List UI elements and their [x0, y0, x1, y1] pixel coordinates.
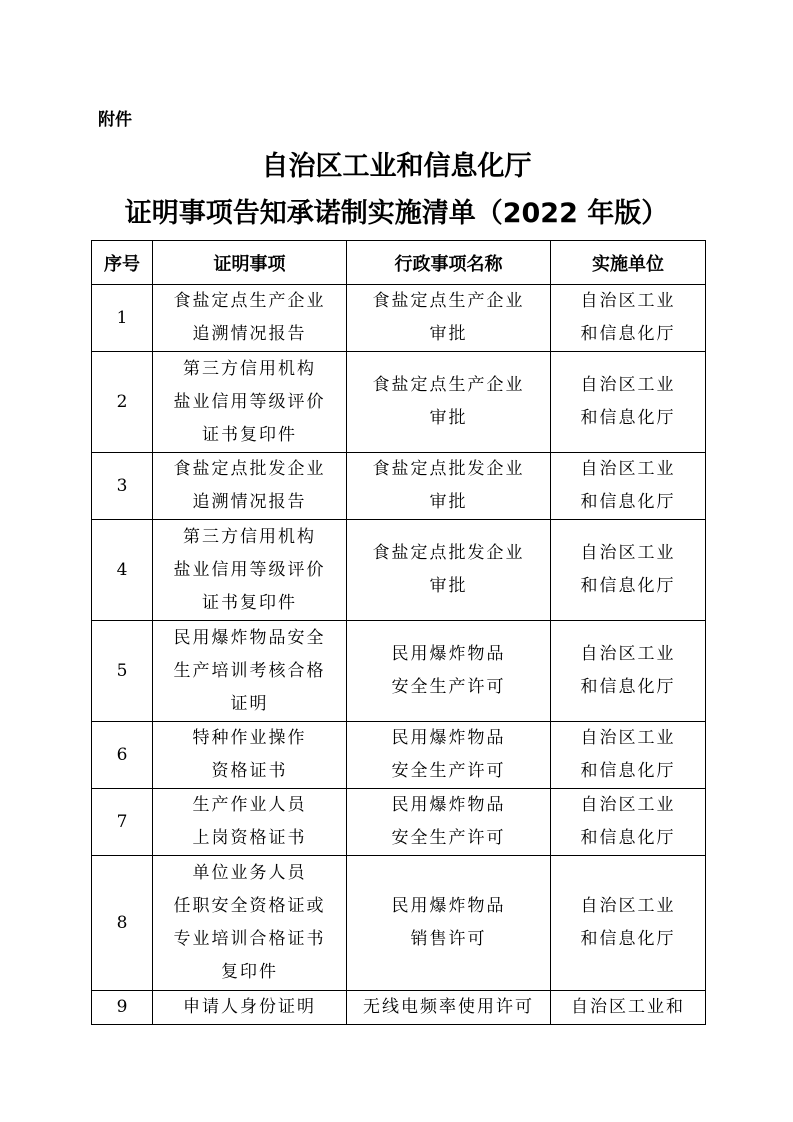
row-implementing-unit	[551, 991, 706, 1025]
row-implementing-unit-line: 和信息化厅	[580, 408, 676, 428]
row-certification-item-line: 第三方信用机构	[183, 358, 316, 379]
attachment-label: 附件	[98, 110, 132, 130]
row-certification-item-line: 上岗资格证书	[192, 828, 307, 848]
row-administrative-matter-line: 食盐定点生产企业	[372, 291, 525, 311]
header-serial-number: 序号	[92, 241, 153, 285]
row-implementing-unit	[551, 856, 706, 991]
row-serial-number: 9	[92, 991, 153, 1025]
row-administrative-matter-line: 审批	[429, 576, 468, 596]
row-administrative-matter-line: 食盐定点批发企业	[372, 543, 525, 563]
row-certification-item-line: 任职安全资格证或	[173, 896, 326, 916]
row-certification-item-line: 资格证书	[211, 761, 288, 781]
header-implementing-unit: 实施单位	[551, 241, 706, 285]
row-implementing-unit-line: 和信息化厅	[580, 828, 676, 848]
row-administrative-matter	[347, 621, 551, 722]
row-administrative-matter-line: 民用爆炸物品	[391, 795, 506, 815]
row-implementing-unit	[551, 285, 706, 352]
header-certification-item: 证明事项	[153, 241, 347, 285]
row-certification-item-line: 追溯情况报告	[192, 324, 307, 344]
row-certification-item	[153, 856, 347, 991]
document-title-line-2: 证明事项告知承诺制实施清单（2022 年版）	[124, 198, 669, 229]
row-certification-item-line: 追溯情况报告	[192, 492, 307, 512]
row-serial-number: 6	[92, 722, 153, 789]
row-implementing-unit-line: 和信息化厅	[580, 761, 676, 781]
row-certification-item-line: 证明	[230, 693, 269, 714]
row-implementing-unit-line: 自治区工业	[580, 459, 676, 479]
table-header-row	[92, 241, 706, 285]
table-row	[92, 621, 706, 722]
row-serial-number: 2	[92, 352, 153, 453]
row-serial-number: 8	[92, 856, 153, 991]
row-administrative-matter	[347, 991, 551, 1025]
row-certification-item	[153, 520, 347, 621]
row-implementing-unit-line: 和信息化厅	[580, 576, 676, 596]
row-implementing-unit-line: 和信息化厅	[580, 929, 676, 949]
row-certification-item-line: 生产培训考核合格	[173, 660, 326, 681]
row-implementing-unit-line: 自治区工业	[580, 543, 676, 563]
row-certification-item-line: 复印件	[221, 962, 278, 982]
row-implementing-unit-line: 自治区工业	[580, 896, 676, 916]
row-certification-item	[153, 453, 347, 520]
row-implementing-unit	[551, 520, 706, 621]
row-implementing-unit	[551, 722, 706, 789]
row-implementing-unit-line: 自治区工业和	[571, 997, 685, 1017]
header-administrative-matter: 行政事项名称	[347, 241, 551, 285]
row-implementing-unit	[551, 789, 706, 856]
row-administrative-matter-line: 民用爆炸物品	[391, 644, 506, 664]
table-row	[92, 352, 706, 453]
row-serial-number: 1	[92, 285, 153, 352]
row-implementing-unit-line: 自治区工业	[580, 375, 676, 395]
row-certification-item-line: 证书复印件	[202, 592, 297, 613]
row-administrative-matter-line: 安全生产许可	[391, 761, 506, 781]
row-certification-item-line: 食盐定点批发企业	[173, 459, 326, 479]
row-implementing-unit-line: 自治区工业	[580, 644, 676, 664]
row-administrative-matter	[347, 352, 551, 453]
table-row	[92, 789, 706, 856]
row-certification-item	[153, 722, 347, 789]
row-implementing-unit	[551, 453, 706, 520]
row-certification-item	[153, 352, 347, 453]
implementation-list-table	[91, 240, 706, 1025]
table-row	[92, 453, 706, 520]
row-serial-number: 5	[92, 621, 153, 722]
table-row	[92, 856, 706, 991]
row-certification-item	[153, 991, 347, 1025]
row-certification-item-line: 第三方信用机构	[183, 526, 316, 547]
row-implementing-unit-line: 自治区工业	[580, 291, 676, 311]
row-administrative-matter-line: 食盐定点生产企业	[372, 375, 525, 395]
row-serial-number: 3	[92, 453, 153, 520]
row-certification-item	[153, 285, 347, 352]
row-certification-item-line: 专业培训合格证书	[173, 929, 326, 949]
row-administrative-matter-line: 审批	[429, 492, 468, 512]
row-administrative-matter-line: 民用爆炸物品	[391, 896, 506, 916]
row-certification-item-line: 特种作业操作	[192, 728, 307, 748]
row-certification-item-line: 食盐定点生产企业	[173, 291, 326, 311]
table-row	[92, 285, 706, 352]
row-implementing-unit-line: 自治区工业	[580, 728, 676, 748]
row-implementing-unit	[551, 621, 706, 722]
row-administrative-matter-line: 安全生产许可	[391, 828, 506, 848]
row-implementing-unit-line: 和信息化厅	[580, 677, 676, 697]
row-certification-item-line: 单位业务人员	[192, 863, 307, 883]
row-implementing-unit-line: 和信息化厅	[580, 492, 676, 512]
document-title-line-1: 自治区工业和信息化厅	[261, 151, 532, 182]
row-serial-number: 7	[92, 789, 153, 856]
row-administrative-matter-line: 无线电频率使用许可	[363, 997, 534, 1017]
row-administrative-matter	[347, 453, 551, 520]
row-certification-item-line: 申请人身份证明	[183, 997, 316, 1017]
row-implementing-unit-line: 自治区工业	[580, 795, 676, 815]
row-administrative-matter	[347, 520, 551, 621]
table-body	[92, 285, 706, 1025]
table-row	[92, 991, 706, 1025]
row-administrative-matter	[347, 789, 551, 856]
row-implementing-unit-line: 和信息化厅	[580, 324, 676, 344]
row-certification-item-line: 证书复印件	[202, 424, 297, 445]
row-certification-item-line: 生产作业人员	[192, 795, 307, 815]
table-row	[92, 520, 706, 621]
row-administrative-matter-line: 民用爆炸物品	[391, 728, 506, 748]
row-certification-item-line: 盐业信用等级评价	[173, 559, 326, 580]
row-administrative-matter	[347, 285, 551, 352]
row-administrative-matter-line: 食盐定点批发企业	[372, 459, 525, 479]
row-certification-item-line: 民用爆炸物品安全	[173, 627, 326, 648]
row-implementing-unit	[551, 352, 706, 453]
row-certification-item-line: 盐业信用等级评价	[173, 391, 326, 412]
row-administrative-matter-line: 审批	[429, 408, 468, 428]
row-certification-item	[153, 621, 347, 722]
row-certification-item	[153, 789, 347, 856]
row-administrative-matter-line: 审批	[429, 324, 468, 344]
row-administrative-matter-line: 销售许可	[410, 929, 487, 949]
row-serial-number: 4	[92, 520, 153, 621]
row-administrative-matter	[347, 856, 551, 991]
row-administrative-matter	[347, 722, 551, 789]
table-row	[92, 722, 706, 789]
row-administrative-matter-line: 安全生产许可	[391, 677, 506, 697]
